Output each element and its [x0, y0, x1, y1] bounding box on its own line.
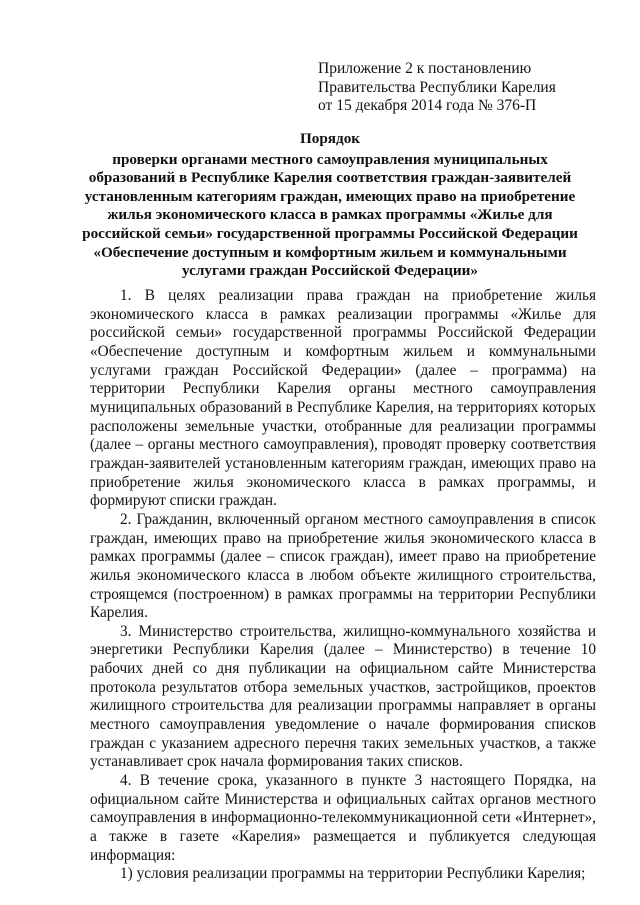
- title-line: образований в Республике Карелия соответствия граждан-заявителей: [88, 169, 572, 187]
- annex-line-1: Приложение 2 к постановлению: [318, 60, 532, 77]
- annex-block: [318, 60, 556, 116]
- list-item-1: 1) условия реализации программы на территории Республики Карелия;: [120, 865, 586, 883]
- title-line: установленным категориям граждан, имеющих право на приобретение: [84, 187, 576, 205]
- title-line: «Обеспечение доступным и комфортным жильем и коммунальными: [93, 243, 567, 261]
- paragraph-3: 3. Министерство строительства, жилищно-коммунального хозяйства и энергетики Республики Карелия (далее – Министерство) в течение 10 рабочих дней со дня публикации на официальном сайте Министерства протокола результатов отбора земельных участков, застройщиков, проектов жилищного строительства для реализации программы направляет в органы местного самоуправления уведомление о начале формирования списков граждан с указанием адресного перечня таких земельных участков, а также устанавливает срок начала формирования таких списков.: [90, 622, 596, 771]
- title-line: услугами граждан Российской Федерации»: [182, 262, 478, 280]
- annex-line-3: от 15 декабря 2014 года № 376-П: [318, 97, 537, 114]
- paragraph-1: 1. В целях реализации права граждан на приобретение жилья экономического класса в рамках реализации программы «Жилье для российской семьи» государственной программы Российской Федерации «Обеспечение доступным и комфортным жильем и коммунальными услугами граждан Российской Федерации» (далее – программа) на территории Республики Карелия органы местного самоуправления муниципальных образований в Республике Карелия, на территориях которых расположены земельные участки, отобранные для реализации программы (далее – органы местного самоуправления), проводят проверку соответствия граждан-заявителей установленным категориям граждан, имеющих право на приобретение жилья экономического класса в рамках программы, и формируют списки граждан.: [90, 287, 596, 510]
- document-title: [82, 130, 578, 281]
- title-heading: Порядок: [299, 130, 361, 147]
- title-line: российской семьи» государственной программы Российской Федерации: [82, 224, 578, 242]
- annex-line-2: Правительства Республики Карелия: [318, 78, 556, 96]
- paragraph-2: 2. Гражданин, включенный органом местного самоуправления в список граждан, имеющих право на приобретение жилья экономического класса в рамках программы (далее – список граждан), имеет право на приобретение жилья экономического класса в любом объекте жилищного строительства, строящемся (построенном) в рамках программы на территории Республики Карелия.: [90, 510, 596, 622]
- title-line: проверки органами местного самоуправления муниципальных: [112, 150, 548, 168]
- paragraph-4: 4. В течение срока, указанного в пункте 3 настоящего Порядка, на официальном сайте Министерства и официальных сайтах органов местного самоуправления в информационно-телекоммуникационной сети «Интернет», а также в газете «Карелия» размещается и публикуется следующая информация:: [90, 772, 596, 864]
- title-line: жилья экономического класса в рамках программы «Жилье для: [107, 206, 553, 224]
- document-body: [90, 287, 596, 884]
